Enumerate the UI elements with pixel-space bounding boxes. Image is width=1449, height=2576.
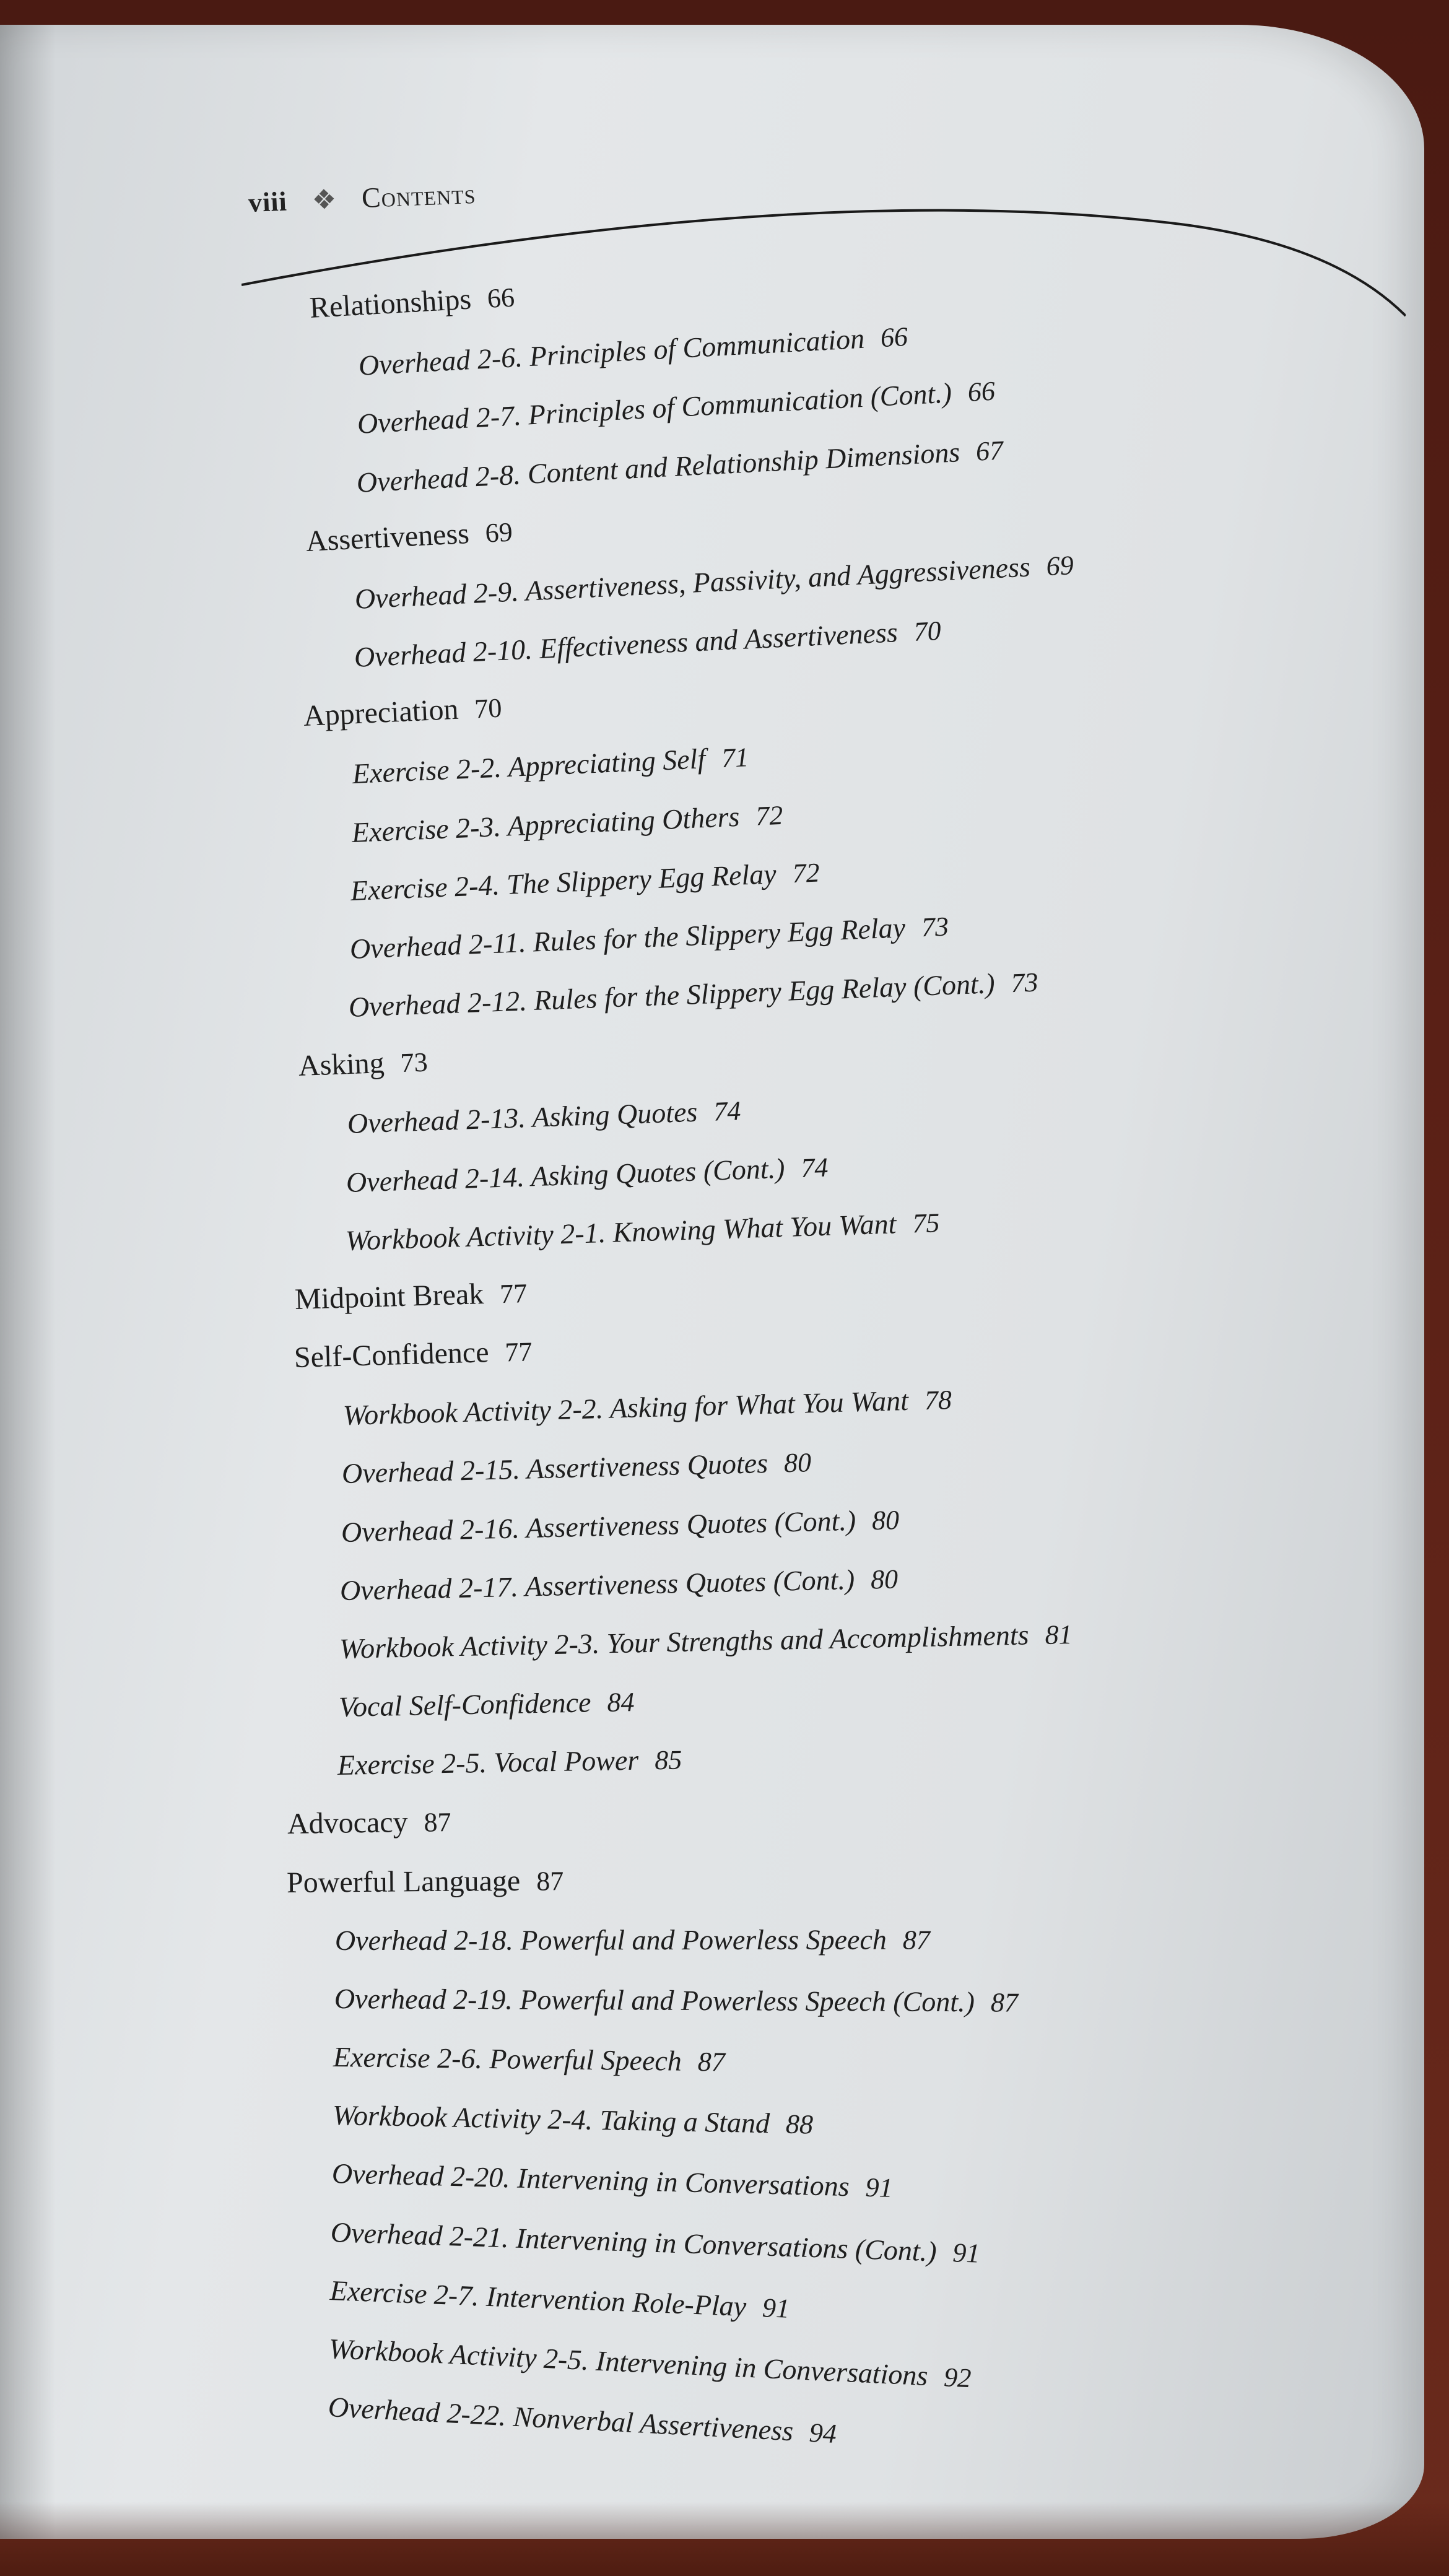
toc-entry-label: Assertiveness [305, 516, 471, 558]
toc-entry-page: 73 [920, 911, 949, 943]
toc-entry-page: 66 [879, 321, 908, 354]
toc-entry-page: 69 [484, 516, 514, 549]
toc-entry-label: Workbook Activity 2-1. Knowing What You Want [344, 1208, 897, 1256]
toc-entry-page: 80 [871, 1504, 900, 1536]
toc-entry-page: 80 [783, 1447, 812, 1479]
toc-section-entry [287, 1804, 451, 1841]
toc-entry-page: 74 [712, 1095, 741, 1128]
toc-subentry [353, 614, 941, 674]
toc-subentry [352, 741, 749, 791]
toc-entry-label: Midpoint Break [294, 1277, 485, 1316]
toc-entry-label: Overhead 2-14. Asking Quotes (Cont.) [346, 1152, 786, 1198]
toc-entry-page: 85 [655, 1744, 682, 1776]
toc-entry-label: Exercise 2-5. Vocal Power [337, 1744, 639, 1782]
toc-section-entry [298, 1045, 429, 1083]
toc-subentry [357, 374, 996, 440]
toc-section-entry [295, 1276, 528, 1316]
toc-subentry [350, 855, 820, 907]
toc-entry-page: 66 [486, 282, 516, 314]
toc-entry-label: Overhead 2-12. Rules for the Slippery Egg Relay (Cont.) [348, 967, 996, 1023]
toc-subentry [334, 1982, 1018, 2019]
toc-subentry [328, 2332, 972, 2394]
toc-entry-label: Overhead 2-18. Powerful and Powerless Speech [335, 1923, 887, 1956]
toc-subentry [349, 909, 949, 965]
toc-entry-label: Asking [297, 1046, 385, 1083]
toc-subentry [342, 1446, 812, 1490]
toc-entry-page: 91 [952, 2237, 981, 2269]
toc-entry-label: Exercise 2-4. The Slippery Egg Relay [350, 857, 777, 907]
toc-entry-page: 87 [536, 1865, 564, 1897]
toc-entry-label: Overhead 2-21. Intervening in Conversations (Cont.) [330, 2216, 938, 2267]
toc-section-entry [286, 1863, 564, 1900]
toc-subentry [330, 2216, 980, 2269]
toc-subentry [354, 548, 1074, 616]
toc-entry-page: 91 [864, 2172, 893, 2204]
toc-entry-label: Relationships [308, 282, 472, 324]
toc-subentry [341, 1503, 899, 1549]
toc-entry-page: 87 [902, 1925, 931, 1956]
toc-entry-label: Overhead 2-11. Rules for the Slippery Egg Relay [349, 912, 906, 965]
toc-section-entry [294, 1334, 533, 1375]
toc-section-entry [308, 280, 515, 325]
toc-entry-page: 75 [912, 1207, 940, 1239]
toc-entry-label: Overhead 2-22. Nonverbal Assertiveness [327, 2391, 794, 2447]
toc-subentry [332, 2099, 813, 2140]
toc-entry-page: 67 [975, 435, 1004, 467]
toc-entry-page: 78 [923, 1385, 952, 1416]
toc-entry-page: 69 [1045, 549, 1074, 581]
toc-subentry [338, 1685, 634, 1723]
toc-entry-label: Workbook Activity 2-4. Taking a Stand [332, 2099, 770, 2139]
toc-entry-page: 72 [791, 857, 820, 889]
toc-subentry [337, 1743, 682, 1782]
bottom-shadow [0, 2502, 1449, 2576]
toc-entry-page: 91 [761, 2292, 790, 2324]
toc-entry-label: Workbook Activity 2-2. Asking for What You Want [342, 1385, 909, 1432]
toc-entry-label: Overhead 2-10. Effectiveness and Assertiveness [353, 616, 899, 673]
toc-entry-page: 70 [913, 615, 942, 647]
toc-subentry [333, 2040, 725, 2078]
toc-entry-page: 92 [943, 2362, 972, 2394]
toc-entry-page: 70 [474, 692, 503, 724]
toc-entry-page: 94 [808, 2417, 838, 2449]
toc-subentry [342, 1383, 952, 1432]
toc-entry-label: Exercise 2-2. Appreciating Self [351, 742, 707, 790]
toc-section-entry [303, 690, 503, 733]
toc-subentry [329, 2274, 790, 2325]
toc-entry-label: Workbook Activity 2-5. Intervening in Conversations [328, 2332, 929, 2391]
toc-entry-label: Vocal Self-Confidence [338, 1686, 591, 1723]
toc-entry-page: 74 [800, 1152, 829, 1183]
toc-entry-page: 73 [399, 1046, 429, 1079]
toc-entry-label: Exercise 2-3. Appreciating Others [350, 800, 740, 848]
toc-entry-page: 71 [720, 742, 749, 774]
toc-entry-page: 77 [499, 1277, 528, 1310]
toc-entry-label: Overhead 2-6. Principles of Communication [357, 322, 865, 382]
toc-entry-page: 66 [967, 376, 996, 408]
toc-subentry [339, 1617, 1073, 1665]
toc-entry-page: 87 [697, 2046, 726, 2078]
toc-entry-label: Overhead 2-13. Asking Quotes [346, 1096, 698, 1140]
toc-entry-page: 73 [1010, 967, 1039, 999]
toc-entry-label: Exercise 2-6. Powerful Speech [333, 2041, 682, 2077]
toc-subentry [335, 1923, 930, 1957]
toc-entry-label: Powerful Language [286, 1864, 520, 1899]
toc-entry-label: Appreciation [303, 692, 459, 733]
toc-subentry [345, 1206, 940, 1257]
toc-entry-label: Workbook Activity 2-3. Your Strengths and Accomplishments [339, 1619, 1030, 1664]
toc-section-entry [305, 514, 513, 558]
toc-subentry [350, 798, 783, 848]
toc-subentry [331, 2157, 893, 2204]
toc-entry-page: 77 [504, 1336, 533, 1368]
ornament-icon: ❖ [311, 184, 338, 216]
toc-entry-label: Exercise 2-7. Intervention Role-Play [329, 2274, 747, 2322]
toc-entry-page: 87 [990, 1987, 1018, 2018]
toc-entry-page: 84 [606, 1687, 635, 1718]
running-title: Contents [361, 177, 477, 214]
toc-entry-label: Overhead 2-7. Principles of Communication (Cont.) [356, 376, 953, 440]
toc-entry-label: Self-Confidence [294, 1336, 490, 1374]
toc-entry-label: Overhead 2-20. Intervening in Conversations [331, 2157, 850, 2203]
toc-subentry [346, 1150, 829, 1198]
toc-entry-label: Advocacy [287, 1806, 408, 1841]
toc-subentry [355, 433, 1004, 498]
toc-entry-page: 88 [785, 2108, 814, 2140]
toc-entry-page: 80 [871, 1564, 899, 1595]
toc-subentry [340, 1562, 899, 1606]
toc-entry-label: Overhead 2-15. Assertiveness Quotes [341, 1447, 768, 1490]
toc-subentry [328, 2390, 838, 2450]
page-number: viii [248, 186, 288, 218]
toc-entry-label: Overhead 2-17. Assertiveness Quotes (Cont.) [339, 1563, 856, 1606]
toc-subentry [357, 320, 908, 382]
toc-entry-label: Overhead 2-19. Powerful and Powerless Speech (Cont.) [334, 1982, 975, 2018]
toc-entry-label: Overhead 2-16. Assertiveness Quotes (Cont.) [341, 1504, 856, 1548]
toc-subentry [348, 965, 1038, 1024]
toc-entry-label: Overhead 2-9. Assertiveness, Passivity, and Aggressiveness [354, 550, 1031, 615]
toc-entry-page: 81 [1045, 1619, 1073, 1650]
toc-subentry [347, 1094, 741, 1141]
toc-entry-page: 87 [424, 1807, 451, 1838]
toc-entry-page: 72 [754, 799, 783, 832]
toc-entry-label: Overhead 2-8. Content and Relationship Dimensions [355, 435, 961, 498]
